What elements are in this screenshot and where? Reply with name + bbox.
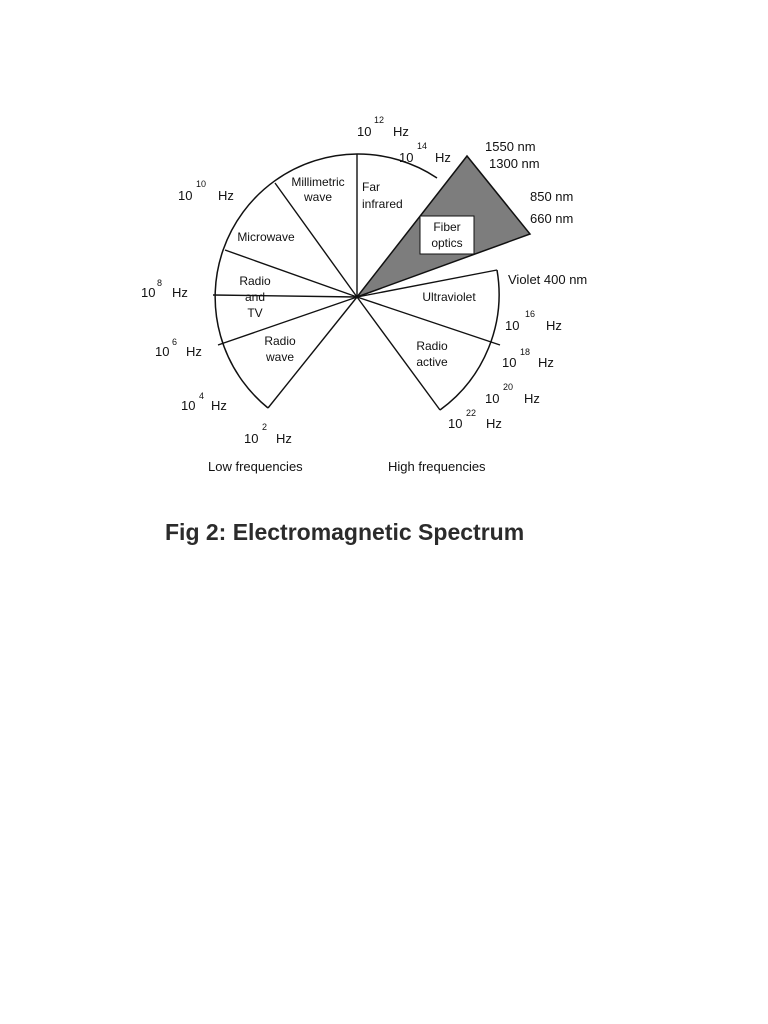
svg-text:10: 10: [155, 344, 170, 359]
svg-text:6: 6: [172, 337, 178, 347]
svg-text:Hz: Hz: [546, 318, 562, 333]
svg-text:10: 10: [485, 391, 500, 406]
wheel-arc-left: [215, 154, 357, 408]
svg-text:Hz: Hz: [538, 355, 554, 370]
freq-10-14: [399, 141, 451, 165]
band-far-infrared-2: infrared: [362, 197, 403, 211]
spoke-10-20: [357, 297, 440, 410]
wheel-arc-right: [357, 154, 437, 178]
spoke-10-16: [357, 297, 500, 345]
band-millimetric: Millimetric: [291, 175, 345, 189]
svg-text:Hz: Hz: [486, 416, 502, 431]
band-microwave: Microwave: [237, 230, 295, 244]
freq-10-6: [155, 337, 202, 359]
svg-text:Hz: Hz: [211, 398, 227, 413]
band-fiber-optics-1: Fiber: [433, 220, 461, 234]
svg-text:10: 10: [505, 318, 520, 333]
svg-text:Hz: Hz: [276, 431, 292, 446]
svg-text:10: 10: [448, 416, 463, 431]
band-millimetric-wave: wave: [303, 190, 333, 204]
wavelength-660: 660 nm: [530, 211, 574, 226]
band-radio-wave-1: Radio: [264, 334, 296, 348]
band-far-infrared-1: Far: [362, 180, 380, 194]
freq-10-2: [244, 422, 292, 446]
band-radio-active-2: active: [416, 355, 448, 369]
band-radio-active-1: Radio: [416, 339, 448, 353]
band-fiber-optics-2: optics: [431, 236, 463, 250]
svg-text:10: 10: [178, 188, 193, 203]
freq-10-22: [448, 408, 502, 431]
svg-text:2: 2: [262, 422, 268, 432]
svg-text:8: 8: [157, 278, 163, 288]
freq-10-16: [505, 309, 562, 333]
svg-text:Hz: Hz: [186, 344, 202, 359]
svg-text:10: 10: [399, 150, 414, 165]
band-radio-tv-1: Radio: [239, 274, 271, 288]
low-frequencies-label: Low frequencies: [208, 459, 303, 474]
freq-10-18: [502, 347, 554, 370]
freq-10-10: [178, 179, 234, 203]
svg-text:Hz: Hz: [435, 150, 451, 165]
band-radio-tv-2: and: [244, 290, 266, 304]
freq-10-4: [181, 391, 227, 413]
wavelength-850: 850 nm: [530, 189, 574, 204]
svg-text:14: 14: [417, 141, 428, 151]
high-frequencies-label: High frequencies: [388, 459, 486, 474]
band-ultraviolet: Ultraviolet: [422, 290, 476, 304]
svg-text:Hz: Hz: [218, 188, 234, 203]
svg-text:10: 10: [357, 124, 372, 139]
svg-text:10: 10: [196, 179, 207, 189]
svg-text:16: 16: [525, 309, 536, 319]
freq-10-20: [485, 382, 540, 406]
band-radio-wave-2: wave: [265, 350, 295, 364]
band-radio-tv-3: TV: [247, 306, 263, 320]
figure-caption: Fig 2: Electromagnetic Spectrum: [165, 519, 525, 545]
svg-text:12: 12: [374, 115, 385, 125]
svg-text:20: 20: [503, 382, 514, 392]
svg-text:10: 10: [502, 355, 517, 370]
svg-text:10: 10: [244, 431, 259, 446]
freq-10-12: [357, 115, 409, 139]
svg-text:4: 4: [199, 391, 205, 401]
svg-text:Hz: Hz: [524, 391, 540, 406]
wavelength-1300: 1300 nm: [489, 156, 540, 171]
svg-text:18: 18: [520, 347, 531, 357]
svg-text:10: 10: [141, 285, 156, 300]
freq-10-8: [141, 278, 188, 300]
wavelength-1550: 1550 nm: [485, 139, 536, 154]
svg-text:Hz: Hz: [393, 124, 409, 139]
svg-text:22: 22: [466, 408, 477, 418]
spoke-10-8: [213, 295, 357, 297]
svg-text:10: 10: [181, 398, 196, 413]
wavelength-violet: Violet 400 nm: [508, 272, 588, 287]
svg-text:Hz: Hz: [172, 285, 188, 300]
